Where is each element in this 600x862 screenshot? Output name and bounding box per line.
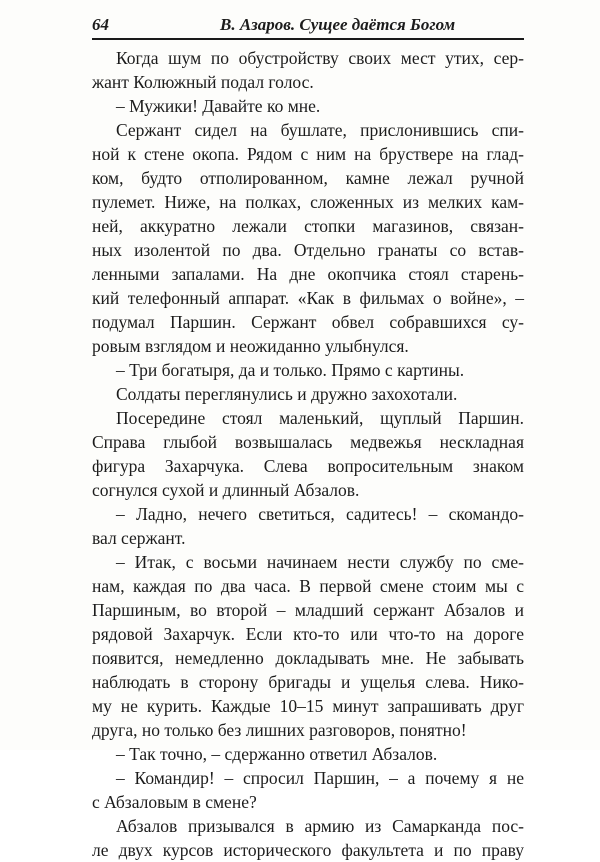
text-line: согнулся сухой и длинный Абзалов.: [92, 480, 360, 500]
text-line: нам, каждая по два часа. В первой смене стоим мы с: [92, 576, 524, 596]
text-line: кий телефонный аппарат. «Как в фильмах о войне», –: [92, 288, 524, 308]
text-line: рядовой Захарчук. Если кто-то или что-то на дороге: [92, 624, 524, 644]
text-line: – Итак, с восьми начинаем нести службу по сме-: [116, 552, 524, 572]
page-number: 64: [92, 15, 109, 34]
text-line: – Ладно, нечего светиться, садитесь! – скомандо-: [116, 504, 524, 524]
text-line: Паршиным, во второй – младший сержант Абзалов и: [92, 600, 524, 620]
text-line: – Мужики! Давайте ко мне.: [116, 96, 321, 116]
text-line: жант Колюжный подал голос.: [92, 72, 314, 92]
text-line: Посередине стоял маленький, щуплый Паршин.: [116, 408, 524, 428]
running-header: [92, 12, 524, 40]
text-line: появится, немедленно докладывать мне. Не забывать: [92, 648, 524, 668]
text-line: – Три богатыря, да и только. Прямо с картины.: [116, 360, 465, 380]
text-line: му не курить. Каждые 10–15 минут запрашивать друг: [92, 696, 524, 716]
text-line: ных изолентой по два. Отдельно гранаты со встав-: [92, 240, 524, 260]
text-line: ле двух курсов исторического факультета и по праву: [92, 840, 524, 860]
running-title: В. Азаров. Сущее даётся Богом: [220, 15, 456, 34]
text-line: Солдаты переглянулись и дружно захохотали.: [116, 384, 458, 404]
text-line: друга, но только без лишних разговоров, понятно!: [92, 720, 467, 740]
text-line: наблюдать в сторону бригады и ущелья слева. Нико-: [92, 672, 524, 692]
text-line: Справа глыбой возвышалась медвежья нескладная: [92, 432, 524, 452]
text-line: Абзалов призывался в армию из Самарканда пос-: [116, 816, 524, 836]
text-line: ком, будто отполированном, камне лежал ручной: [92, 168, 524, 188]
text-line: пулемет. Ниже, на полках, сложенных из мелких кам-: [92, 192, 524, 212]
text-line: – Так точно, – сдержанно ответил Абзалов.: [116, 744, 438, 764]
text-line: ленными запалами. На дне окопчика стоял старень-: [92, 264, 524, 284]
text-line: вал сержант.: [92, 528, 186, 548]
text-line: ней, аккуратно лежали стопки магазинов, связан-: [92, 216, 524, 236]
text-line: – Командир! – спросил Паршин, – а почему я не: [116, 768, 524, 788]
text-line: ной к стене окопа. Рядом с ним на бруствере на глад-: [92, 144, 524, 164]
body-text: [92, 46, 524, 862]
text-line: фигура Захарчука. Слева вопросительным знаком: [92, 456, 524, 476]
text-line: с Абзаловым в смене?: [92, 792, 257, 812]
text-line: Сержант сидел на бушлате, прислонившись спи-: [116, 120, 524, 140]
text-line: Когда шум по обустройству своих мест утих, сер-: [116, 48, 524, 68]
text-line: подумал Паршин. Сержант обвел собравшихся су-: [92, 312, 524, 332]
text-line: ровым взглядом и неожиданно улыбнулся.: [92, 336, 409, 356]
